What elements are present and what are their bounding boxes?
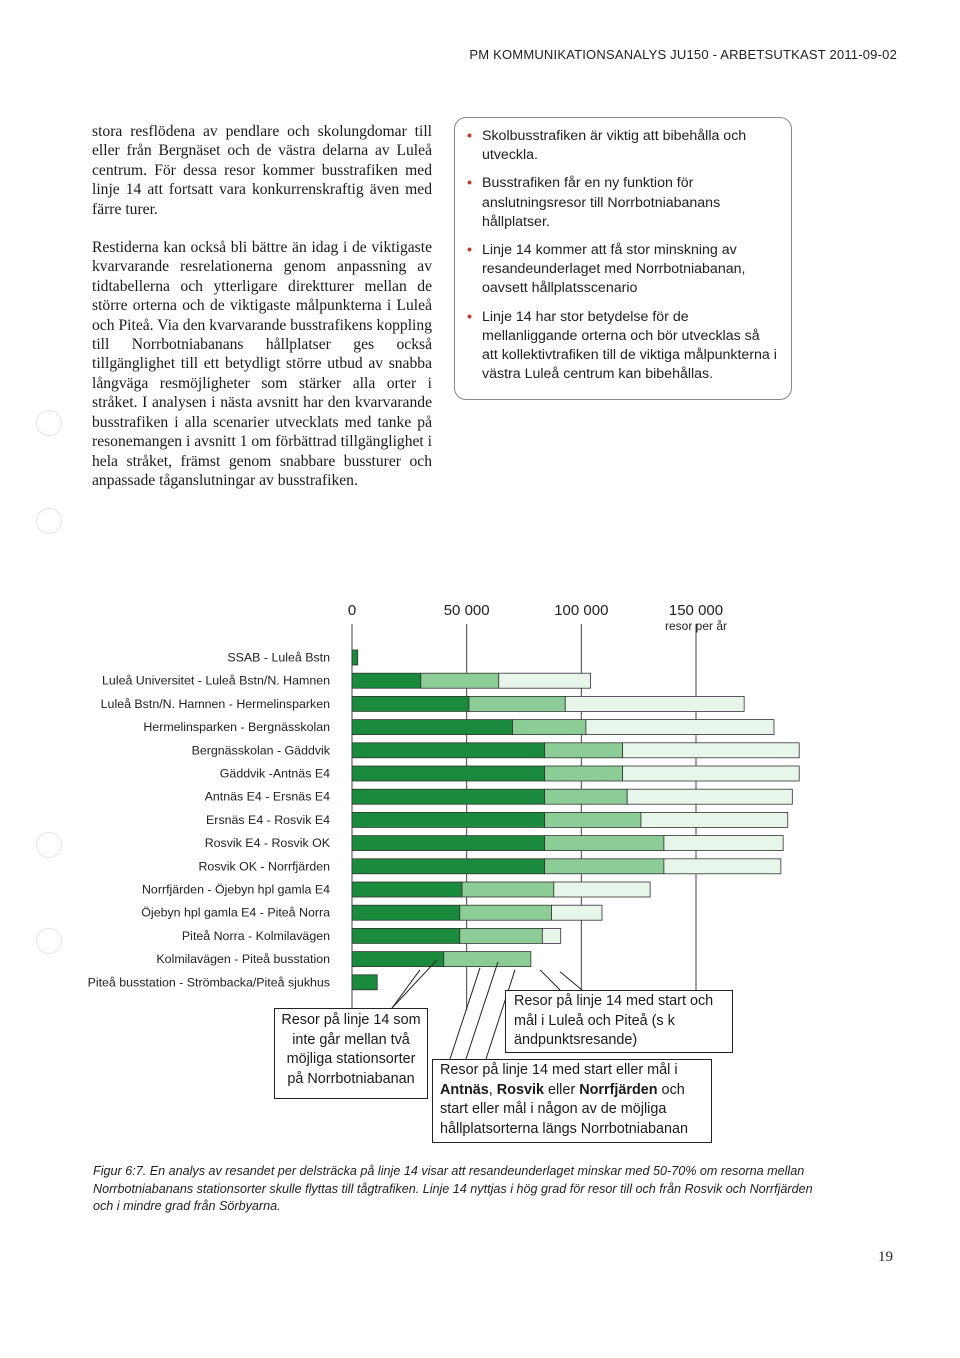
bar-segment (352, 975, 377, 990)
paragraph-2: Restiderna kan också bli bättre än idag i de viktigaste kvarvarande resrelationerna genom anpassning av tidtabellerna och ytterligare direktturer mellan de större orterna och de viktigaste målpunkterna i Luleå och Piteå. Via den kvarvarande busstrafikens koppling till Norrbotniabanans hållplatser ges också tillgänglighet till ett betydligt större utbud av snabba långväga resmöjligheter som stärker alla orter i stråket. I analysen i nästa avsnitt har den kvarvarande busstrafiken i alla scenarier utvecklats med tanke på resonemangen i avsnitt 1 om förbättrad tillgänglighet i hela stråket, främst genom snabbare bussturer och anpassade tåganslutningar av busstrafiken. (92, 239, 432, 489)
bar-segment (623, 743, 800, 758)
bullet-text: Linje 14 kommer att få stor minskning av resandeunderlaget med Norrbotniabanan, oavsett hållplatsscenario (482, 242, 746, 297)
figure-caption: Figur 6:7. En analys av resandet per delsträcka på linje 14 visar att resandeunderlaget minskar med 50-70% om resorna mellan Norrbotniabanans stationsorter skulle flyttas till tågtrafiken. Linje 14 nyttjas i hög grad för resor till och från Rosvik och Norrfjärden och i mindre grad från Sörbyarna. (93, 1164, 813, 1213)
category-label: SSAB - Luleå Bstn (227, 650, 330, 665)
category-label: Öjebyn hpl gamla E4 - Piteå Norra (141, 905, 330, 920)
bar-segment (542, 928, 560, 943)
bar-segment (444, 952, 531, 967)
callout-leader-line (560, 972, 582, 990)
bar-segment (352, 859, 545, 874)
category-label: Gäddvik -Antnäs E4 (219, 766, 330, 781)
callout-text: och start eller mål i någon av de möjliga hållplatsorterna längs Norrbotniabanan (440, 1081, 688, 1137)
callout-text: eller (543, 1081, 580, 1098)
bars (352, 650, 799, 990)
bar-segment (545, 812, 641, 827)
bar-segment (352, 743, 545, 758)
page-number: 19 (878, 1249, 893, 1265)
bar-segment (469, 696, 565, 711)
bullet-dot-icon: • (467, 175, 472, 192)
bar-segment (421, 673, 499, 688)
place-name: Rosvik (496, 1081, 544, 1098)
bar-segment (545, 743, 623, 758)
place-name: Norrfjärden (579, 1081, 658, 1098)
bar-segment (352, 836, 545, 851)
callout-endpoint-trips: Resor på linje 14 med start och mål i Luleå och Piteå (s k ändpunktsresande) (505, 990, 733, 1053)
x-axis-ticks (348, 602, 723, 1010)
callout-leader-line (540, 970, 560, 990)
bar-segment (352, 952, 444, 967)
bullet-text: Linje 14 har stor betydelse för de mellanliggande orterna och bör utvecklas så att kollektivtrafiken till de viktiga målpunkterna i västra Luleå centrum kan bibehållas. (482, 308, 777, 383)
category-label: Rosvik OK - Norrfjärden (198, 859, 330, 874)
bar-segment (545, 836, 664, 851)
category-label: Hermelinsparken - Bergnässkolan (143, 720, 330, 735)
bar-segment (352, 905, 460, 920)
callout-station-trips (432, 1059, 712, 1143)
bullet-text: Busstrafiken får en ny funktion för anslutningsresor till Norrbotniabanans hållplatser. (482, 175, 721, 230)
bar-segment (352, 673, 421, 688)
callout-non-station-trips: Resor på linje 14 som inte går mellan två möjliga stationsorter på Norrbotniabanan (274, 1008, 428, 1099)
bar-segment (545, 859, 664, 874)
x-axis-unit: resor per år (664, 619, 727, 633)
callout-leader-line (392, 970, 420, 1008)
bar-segment (664, 859, 781, 874)
bullet-dot-icon: • (467, 242, 472, 259)
category-label: Bergnässkolan - Gäddvik (191, 743, 330, 758)
bar-segment (565, 696, 744, 711)
x-tick-label: 0 (347, 602, 357, 619)
bullet-dot-icon: • (467, 308, 472, 325)
category-label: Norrfjärden - Öjebyn hpl gamla E4 (141, 882, 330, 897)
page-header: PM KOMMUNIKATIONSANALYS JU150 - ARBETSUTKAST 2011-09-02 (469, 47, 897, 62)
paragraph-1: stora resflödena av pendlare och skolungdomar till eller från Bergnäset och de västra delarna av Luleå centrum. För dessa resor kommer busstrafiken med linje 14 att fortsatt vara konkurrenskraftig även med färre turer. (92, 123, 432, 218)
bar-segment (352, 720, 513, 735)
bar-segment (545, 789, 628, 804)
bar-segment (352, 650, 358, 665)
callout-leader-line (450, 968, 480, 1059)
x-tick-label: 100 000 (554, 602, 609, 619)
category-labels (88, 651, 331, 990)
callout-text: Resor på linje 14 med start eller mål i (440, 1062, 678, 1078)
category-label: Rosvik E4 - Rosvik OK (204, 836, 330, 851)
bullet-dot-icon: • (467, 128, 472, 144)
callout-leader-line (392, 960, 437, 1008)
bar-segment (627, 789, 792, 804)
category-label: Ersnäs E4 - Rosvik E4 (206, 812, 330, 827)
bar-segment (641, 812, 788, 827)
bar-segment (664, 836, 783, 851)
callout-text: , (488, 1081, 497, 1098)
category-label: Luleå Universitet - Luleå Bstn/N. Hamnen (102, 673, 330, 688)
place-name: Antnäs (440, 1081, 489, 1098)
bar-segment (460, 905, 552, 920)
category-label: Piteå busstation - Strömbacka/Piteå sjukhus (87, 975, 330, 990)
bar-segment (352, 696, 469, 711)
bar-segment (499, 673, 591, 688)
category-label: Antnäs E4 - Ersnäs E4 (204, 789, 330, 804)
bar-segment (513, 720, 586, 735)
category-label: Luleå Bstn/N. Hamnen - Hermelinsparken (100, 696, 330, 711)
bar-segment (586, 720, 774, 735)
bar-segment (352, 812, 545, 827)
bar-segment (352, 766, 545, 781)
bullet-text: Skolbusstrafiken är viktig att bibehålla och utveckla. (482, 128, 747, 164)
bar-segment (352, 928, 460, 943)
bar-segment (352, 882, 462, 897)
x-tick-label: 50 000 (443, 602, 490, 619)
category-label: Piteå Norra - Kolmilavägen (181, 928, 330, 943)
bar-segment (352, 789, 545, 804)
category-label: Kolmilavägen - Piteå busstation (156, 952, 330, 967)
x-tick-label: 150 000 (668, 602, 724, 619)
bar-segment (552, 905, 602, 920)
callout-leader-line (466, 962, 498, 1059)
bar-segment (623, 766, 800, 781)
bar-segment (460, 928, 543, 943)
bar-segment (545, 766, 623, 781)
bar-segment (554, 882, 650, 897)
bar-segment (462, 882, 554, 897)
